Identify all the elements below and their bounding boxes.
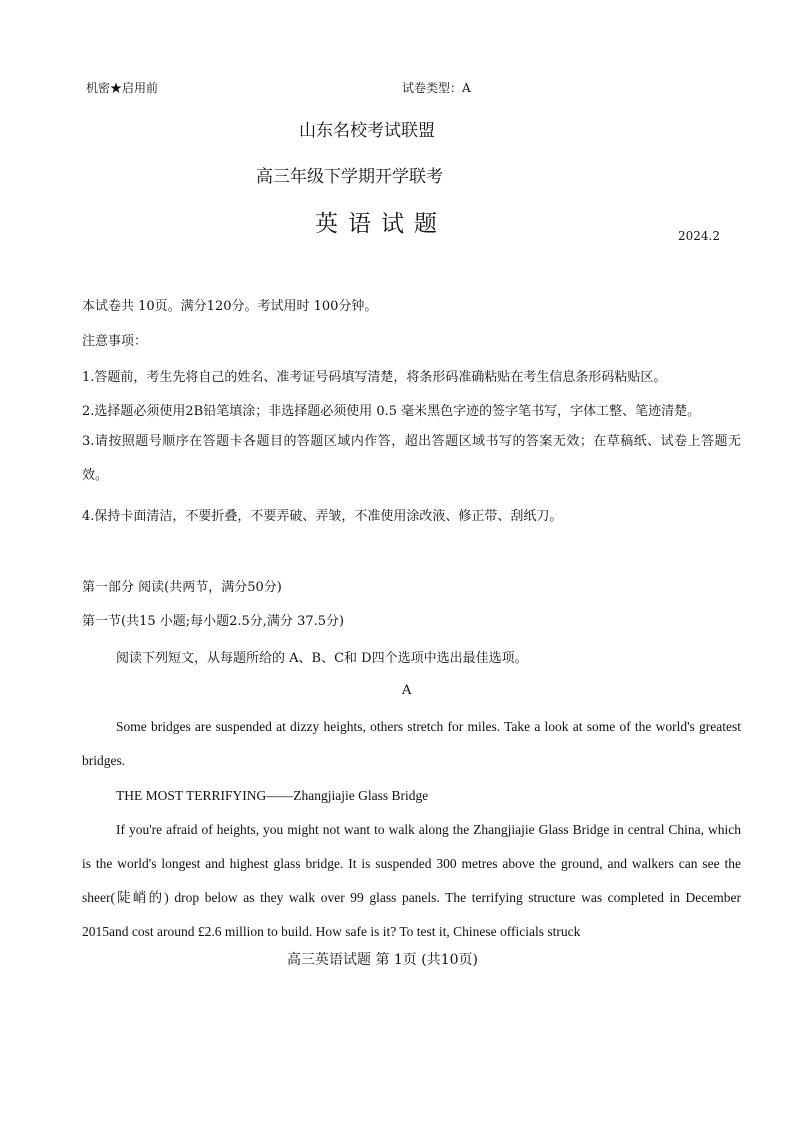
passage-paragraph: If you're afraid of heights, you might not want to walk along the Zhangjiajie Glass Bridge in central China, which is the world's longest and highest glass bridge. It is suspended 300 metres above the ground, and walkers can see the sheer(陡峭的) drop below as they walk over 99 glass panels. The terrifying structure was completed in December 2015and cost around £2.6 million to build. How safe is it? To test it, Chinese officials struck [82,822,741,939]
page-footer: 高三英语试题 第 1页 (共10页) [287,952,478,968]
subject-title: 英语试题 [315,211,447,237]
notes-heading: 注意事项： [82,334,148,349]
paper-type-label: 试卷类型：A [402,81,471,95]
exam-date: 2024.2 [678,229,720,243]
confidential-label: 机密★启用前 [86,81,159,95]
paper-summary: 本试卷共 10页。满分120分。考试用时 100分钟。 [82,299,378,314]
part-heading: 第一部分 阅读(共两节，满分50分) [82,580,282,595]
note-item: 1.答题前，考生先将自己的姓名、准考证号码填写清楚，将条形码准确粘贴在考生信息条形码粘贴区。 [82,370,667,385]
subsection-heading: 第一节(共15 小题;每小题2.5分,满分 37.5分) [82,614,345,629]
passage-label: A [402,683,412,698]
passage-heading: THE MOST TERRIFYING——Zhangjiajie Glass Bridge [116,788,429,803]
note-item: 4.保持卡面清洁，不要折叠，不要弄破、弄皱，不准使用涂改液、修正带、刮纸刀。 [82,509,563,524]
exam-name: 高三年级下学期开学联考 [256,167,443,187]
note-item: 2.选择题必须使用2B铅笔填涂；非选择题必须使用 0.5 毫米黑色字迹的签字笔书写，字体工整、笔迹清楚。 [82,404,701,419]
exam-organization: 山东名校考试联盟 [299,121,435,141]
passage-paragraph: Some bridges are suspended at dizzy heights, others stretch for miles. Take a look at some of the world's greatest bridges. [82,719,741,768]
section-instruction: 阅读下列短文，从每题所给的 A、B、C和 D四个选项中选出最佳选项。 [116,651,528,666]
note-item: 3.请按照题号顺序在答题卡各题目的答题区域内作答，超出答题区域书写的答案无效；在草稿纸、试卷上答题无效。 [82,434,741,483]
